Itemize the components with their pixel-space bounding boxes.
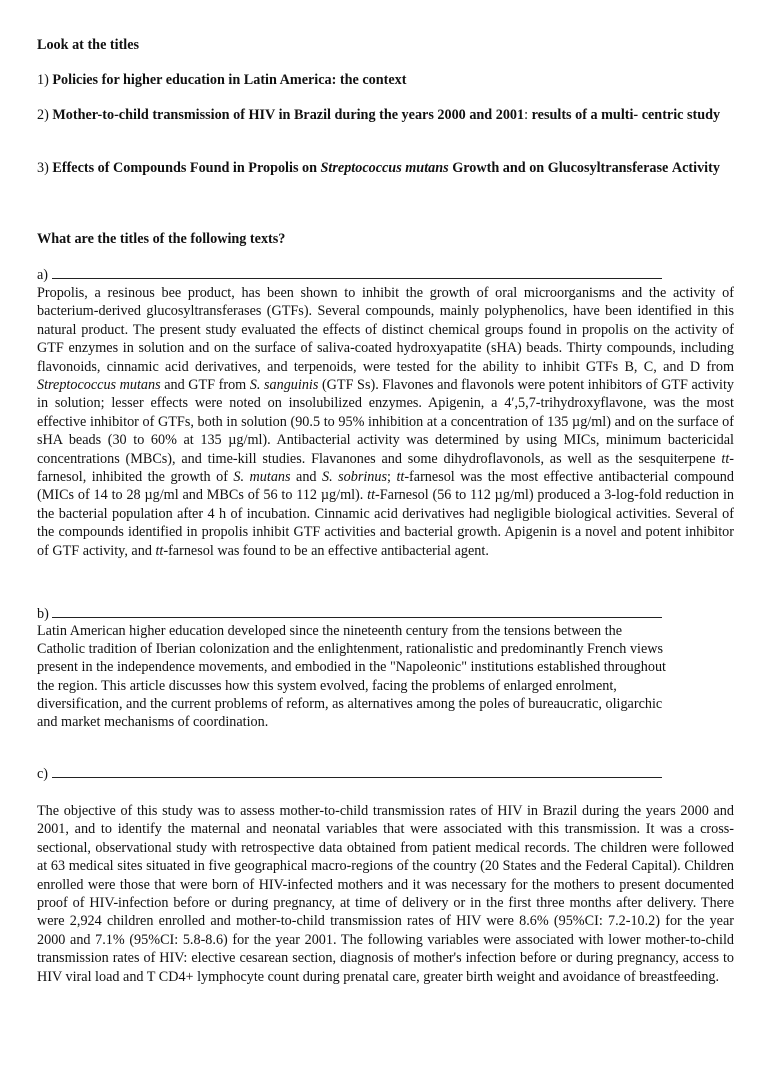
title-2-separator: : [524,107,532,123]
text-c-answer-line [52,764,662,778]
text-a-body: Propolis, a resinous bee product, has been shown to inhibit the growth of oral microorganisms and the activity of bacterium-derived glucosyltransferases (GTFs). Several compounds, mainly polyphenolics, have been identified in this natural product. The present study evaluated the effects of distinct chemical groups found in propolis on the activity of GTF enzymes in solution and on the surface of saliva-coated hydroxyapatite (sHA) beads. Thirty compounds, including flavonoids, cinnamic acid derivatives, and terpenoids, were tested for the ability to inhibit GTFs B, C, and D from Streptococcus mutans and GTF from S. sanguinis (GTF Ss). Flavones and flavonols were potent inhibitors of GTF activity in solution; lesser effects were noted on insolubilized enzymes. Apigenin, a 4′,5,7-trihydroxyflavone, was the most effective inhibitor of GTFs, both in solution (90.5 to 95% inhibition at a concentration of 135 µg/ml) and on the surface of sHA beads (30 to 60% at 135 µg/ml). Antibacterial activity was determined by using MICs, minimum bactericidal concentrations (MBCs), and time-kill studies. Flavanones and some dihydroflavonols, as well as the sesquiterpene tt-farnesol, inhibited the growth of S. mutans and S. sobrinus; tt-farnesol was the most effective antibacterial compound (MICs of 14 to 28 µg/ml and MBCs of 56 to 112 µg/ml). tt-Farnesol (56 to 112 µg/ml) produced a 3-log-fold reduction in the bacterial population after 4 h of incubation. Cinnamic acid derivatives had negligible biological activities. Several of the compounds identified in propolis inhibit GTF activities and bacterial growth. Apigenin is a novel and potent inhibitor of GTF activity, and tt-farnesol was found to be an effective antibacterial agent. [37,285,735,559]
text-b-line: the region. This article discusses how this system evolved, facing the problems of enlarged enrolment, [37,677,617,694]
text-c-label: c) [37,766,49,782]
title-2 [37,106,734,125]
text-b-line: and market mechanisms of coordination. [37,714,269,731]
title-2-number: 2) [37,107,49,123]
text-c-body: The objective of this study was to assess mother-to-child transmission rates of HIV in Brazil during the years 2000 and 2001, and to identify the maternal and neonatal variables that were associated with this transmission. It was a cross-sectional, observational study with retrospective data obtained from patient medical records. The children were followed at 63 medical sites situated in five geographical macro-regions of the country (20 States and the Federal Capital). Children enrolled were those that were born of HIV-infected mothers and it was necessary for the mothers to present documented proof of HIV-infection before or during pregnancy, at time of delivery or in the first three months after delivery. There were 2,924 children enrolled and mother-to-child transmission rates of HIV were 8.6% (95%CI: 7.2-10.2) for the year 2000 and 7.1% (95%CI: 5.8-8.6) for the year 2001. The following variables were associated with lower mother-to-child transmission rates of HIV: elective cesarean section, diagnosis of mother's infection before or during pregnancy, access to HIV viral load and T CD4+ lymphocyte count during prenatal care, greater birth weight and avoidance of breastfeeding. [37,803,734,985]
title-2-text: Mother-to-child transmission of HIV in Brazil during the years 2000 and 2001 [52,107,525,123]
title-3-line2: Activity [671,160,720,176]
title-3-text: Effects of Compounds Found in Propolis on Streptococcus mutans Growth and on Glucosyltransferase [52,160,669,176]
text-b-line: diversification, and the current problems of reform, as alternatives among the poles of bureaucratic, oligarchic [37,695,663,712]
title-2-text-b: results of a multi- [531,107,639,123]
text-b-line: Catholic tradition of Iberian colonization and the enlightenment, rationalistic and predominantly French views [37,641,664,658]
look-at-titles-heading: Look at the titles [37,37,140,53]
title-3-number: 3) [37,160,49,176]
text-b-body [37,622,727,731]
text-b-label: b) [37,606,49,622]
title-1-number: 1) [37,72,49,88]
text-b-line: present in the independence movements, and embodied in the "Napoleonic" institutions established throughout [37,659,666,676]
text-b-title-blank [37,604,662,624]
text-b-answer-line [52,604,662,618]
title-2-text-c: centric study [641,107,721,123]
text-b-line: Latin American higher education developed since the nineteenth century from the tensions between the [37,623,623,639]
title-1 [37,71,407,90]
title-3-italic: Streptococcus mutans [320,160,449,176]
question-heading: What are the titles of the following texts? [37,231,286,247]
text-a-answer-line [52,265,662,279]
text-c-title-blank [37,764,662,784]
title-1-text: Policies for higher education in Latin America: the context [52,72,407,88]
text-a-label: a) [37,267,49,283]
text-a-title-blank [37,265,662,285]
title-3 [37,159,734,178]
